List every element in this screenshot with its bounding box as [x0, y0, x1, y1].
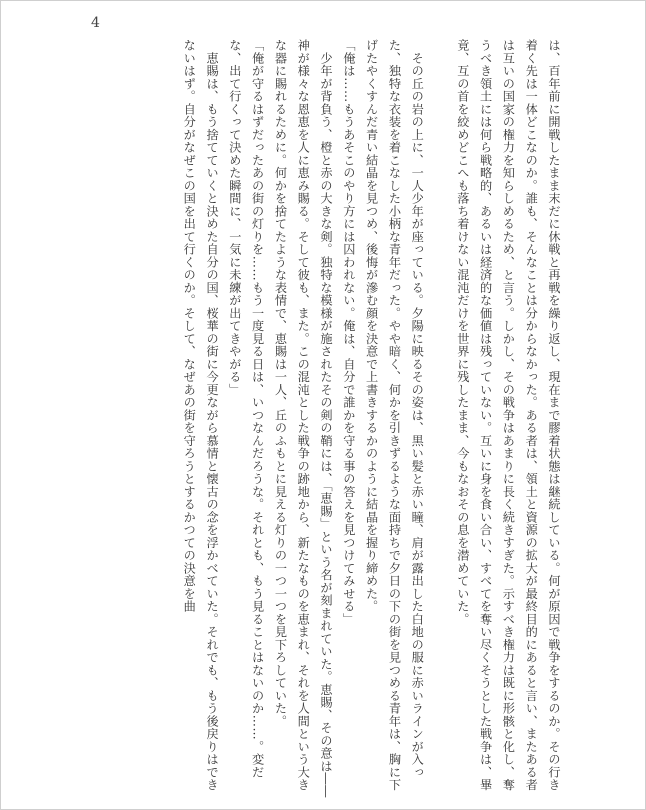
dialogue: 「俺が守るはずだったあの街の灯りを……もう一度見る日は、いつなんだろうな。それとも、もう見ることはないのか……。変だな、出て行くって決めた瞬間に、一気に未練が出てきやがる」: [227, 39, 265, 779]
paragraph: 恵賜は、もう捨てていくと決めた自分の国、桜華の街に今更ながら慕情と懐古の念を浮かべていた。それでも、もう後戻りはできないはず。自分がなぜこの国を出て行くのか。そして、なぜあの街を守ろうとするかつての決意を曲: [182, 39, 220, 792]
page-number: 4: [91, 15, 100, 31]
paragraph: は、百年前に開戦したまま末だに休戦と再戦を繰り返し、現在まで膠着状態は継続している。何が原因で戦争をするのか。その行き着く先は一体どこなのか。誰も、そんなことは分からなかった。ある者は、領土と資源の拡大が最終目的にあると言い、またある者は互いの国家の権力を知らしめるため、と言う。しかし、その戦争はあまりに長く続きすぎた。示すべき権力は既に形骸と化し、奪うべき領土には何ら戦略的、あるいは経済的な価値は残っていない。互いに身を食い合い、すべてを奪い尽くそうとした戦争は、畢竟、互の首を絞めどこへも落ち着けない混沌だけを世界に残したまま、今もなおその息を潜めていた。: [455, 39, 561, 792]
paragraph: 少年が背負う、橙と赤の大きな剣。独特な模様が施されたその剣の鞘には、「恵賜」という名が刻まれていた。恵賜、その意は――神が様々な恩恵を人に恵み賜る。そして彼も、また。この混沌とした戦争の跡地から、新たなものを恵まれ、それを人間という大きな器に賜れるために。何かを捨てたような表情で、恵賜は一人、丘のふもとに見える灯りの一つ一つを見下ろしていた。: [273, 39, 334, 798]
body-text: [79, 39, 565, 799]
blank-line: [428, 39, 451, 799]
paragraph: その丘の岩の上に、一人少年が座っている。夕陽に映るその姿は、黒い髪と赤い瞳、肩が露出した白地の服に赤いラインが入った、独特な衣装を着こなした小柄な青年だった。やや暗く、何かを引きずるような面持ちで夕日の下の街を見つめる青年は、胸に下げたやくすんだ青い結晶を見つめ、後悔が滲む顔を決意で上書きするかのように結晶を握り締めた。: [364, 39, 425, 792]
dialogue: 「俺は……もうあそこのやり方には囚われない。俺は、自分で誰かを守る事の答えを見つけてみせる」: [341, 39, 356, 626]
